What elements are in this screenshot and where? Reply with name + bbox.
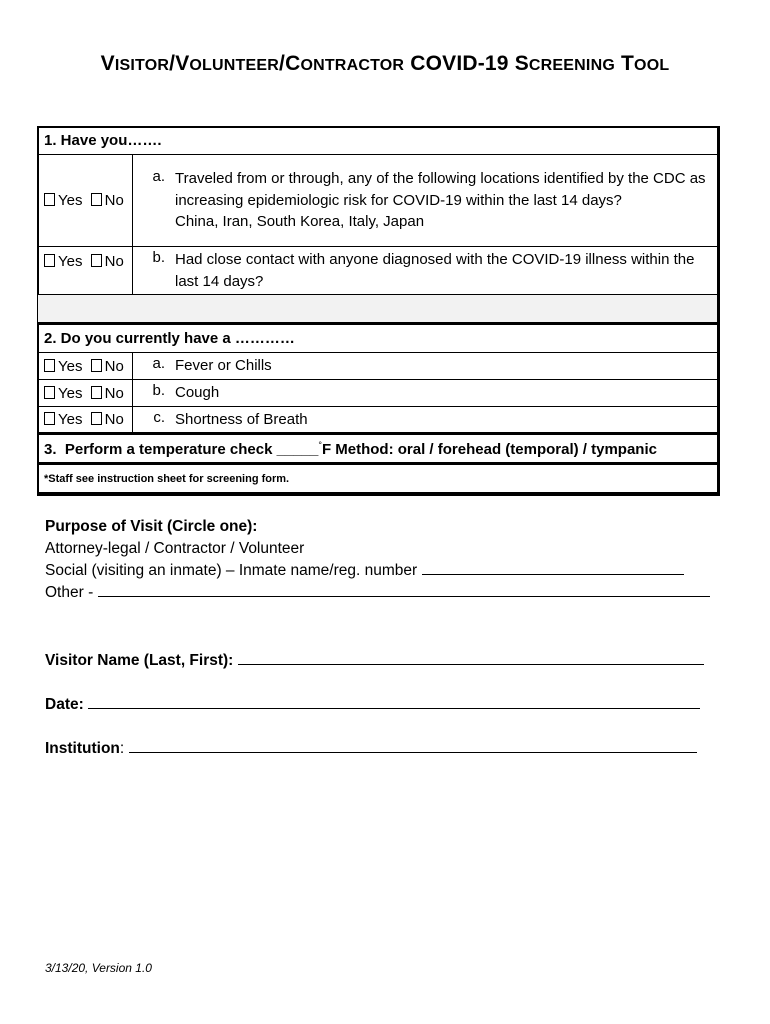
institution-row	[45, 738, 697, 758]
visitor-name-label: Visitor Name (Last, First):	[45, 652, 234, 669]
staff-note: *Staff see instruction sheet for screening form.	[38, 464, 718, 494]
title-text: ONTRACTOR	[300, 57, 405, 74]
institution-field[interactable]	[129, 738, 697, 753]
title-text: OOL	[634, 57, 670, 74]
yes-no-choice	[38, 155, 133, 247]
yes-label: Yes	[58, 411, 83, 428]
date-field[interactable]	[88, 694, 700, 709]
yes-no-choice	[38, 247, 133, 295]
question-letter: b.	[152, 382, 165, 400]
question-row	[38, 380, 718, 407]
title-text: ISITOR	[114, 57, 170, 74]
title-text: /	[279, 52, 286, 75]
question-letter: a.	[152, 168, 165, 186]
purpose-option-line	[45, 560, 710, 582]
section3-row	[38, 434, 718, 464]
no-label: No	[104, 357, 124, 375]
visitor-name-field[interactable]	[238, 650, 704, 665]
title-text: CREENING	[528, 57, 615, 74]
question-row	[38, 407, 718, 434]
country-list: China, Iran, South Korea, Italy, Japan	[175, 213, 425, 231]
section2-header	[38, 324, 718, 353]
yes-no-choice	[38, 380, 133, 407]
yes-label: Yes	[58, 357, 83, 375]
question-letter: b.	[152, 249, 165, 266]
yes-checkbox[interactable]	[44, 193, 55, 206]
institution-colon: :	[119, 740, 125, 757]
question-letter: c.	[153, 408, 165, 426]
yes-label: Yes	[58, 192, 83, 209]
section1-heading: 1. Have you…….	[38, 127, 718, 155]
spacer-row	[38, 295, 718, 324]
staff-note-row	[38, 464, 718, 494]
purpose-section	[45, 516, 710, 604]
version-footer: 3/13/20, Version 1.0	[45, 961, 152, 975]
yes-checkbox[interactable]	[44, 386, 55, 399]
date-row	[45, 694, 700, 714]
question-cell	[133, 380, 718, 407]
question-letter: a.	[152, 355, 165, 373]
title-text: C	[285, 52, 301, 75]
yes-checkbox[interactable]	[44, 359, 55, 372]
question-cell	[133, 155, 718, 247]
visitor-name-row	[45, 650, 704, 670]
question-text: Cough	[175, 384, 220, 402]
question-row	[38, 247, 718, 295]
other-label: Other -	[45, 584, 94, 601]
question-cell	[133, 353, 718, 380]
other-field[interactable]	[98, 582, 710, 597]
title-text: /	[169, 52, 176, 75]
question-text: Had close contact with anyone diagnosed with the COVID-19 illness within the last 14 days?	[175, 251, 695, 290]
institution-label: Institution	[45, 740, 120, 757]
no-checkbox[interactable]	[91, 359, 102, 372]
spacer-cell	[38, 295, 718, 324]
purpose-option-line: Attorney-legal / Contractor / Volunteer	[45, 540, 305, 557]
title-text: V	[175, 52, 190, 75]
temperature-label: 3. Perform a temperature check _____	[44, 440, 319, 458]
purpose-heading: Purpose of Visit (Circle one):	[45, 518, 258, 535]
no-checkbox[interactable]	[91, 254, 102, 267]
question-row	[38, 353, 718, 380]
question-cell	[133, 247, 718, 295]
title-text: S	[514, 52, 529, 75]
yes-no-choice	[38, 353, 133, 380]
title-text: COVID-19	[404, 52, 515, 75]
no-checkbox[interactable]	[91, 193, 102, 206]
question-row	[38, 155, 718, 247]
yes-no-choice	[38, 407, 133, 434]
section2-heading: 2. Do you currently have a …………	[38, 324, 718, 353]
yes-checkbox[interactable]	[44, 254, 55, 267]
no-label: No	[104, 411, 124, 428]
yes-label: Yes	[58, 253, 83, 270]
section1-header	[38, 127, 718, 155]
question-text: Shortness of Breath	[175, 410, 308, 428]
yes-checkbox[interactable]	[44, 412, 55, 425]
no-label: No	[104, 253, 124, 270]
title-text: V	[100, 52, 115, 75]
form-title	[0, 52, 770, 76]
no-checkbox[interactable]	[91, 386, 102, 399]
no-checkbox[interactable]	[91, 412, 102, 425]
degree-symbol: °	[318, 439, 322, 450]
purpose-option-line	[45, 582, 710, 604]
yes-label: Yes	[58, 384, 83, 402]
title-text: OLUNTEER	[189, 57, 280, 74]
question-text: Traveled from or through, any of the following locations identified by the CDC as increasing epidemiologic risk for COVID-19 within the last 14 days?	[175, 170, 706, 209]
question-text: Fever or Chills	[175, 357, 272, 375]
social-visit-label: Social (visiting an inmate) – Inmate name/reg. number	[45, 562, 418, 579]
inmate-name-field[interactable]	[422, 560, 684, 575]
question-cell	[133, 407, 718, 434]
temperature-method: F Method: oral / forehead (temporal) / tympanic	[321, 440, 657, 458]
temperature-check	[38, 434, 718, 464]
date-label: Date:	[45, 696, 84, 713]
title-text: T	[614, 52, 635, 75]
no-label: No	[104, 384, 124, 402]
screening-table	[37, 126, 718, 495]
no-label: No	[104, 192, 124, 209]
